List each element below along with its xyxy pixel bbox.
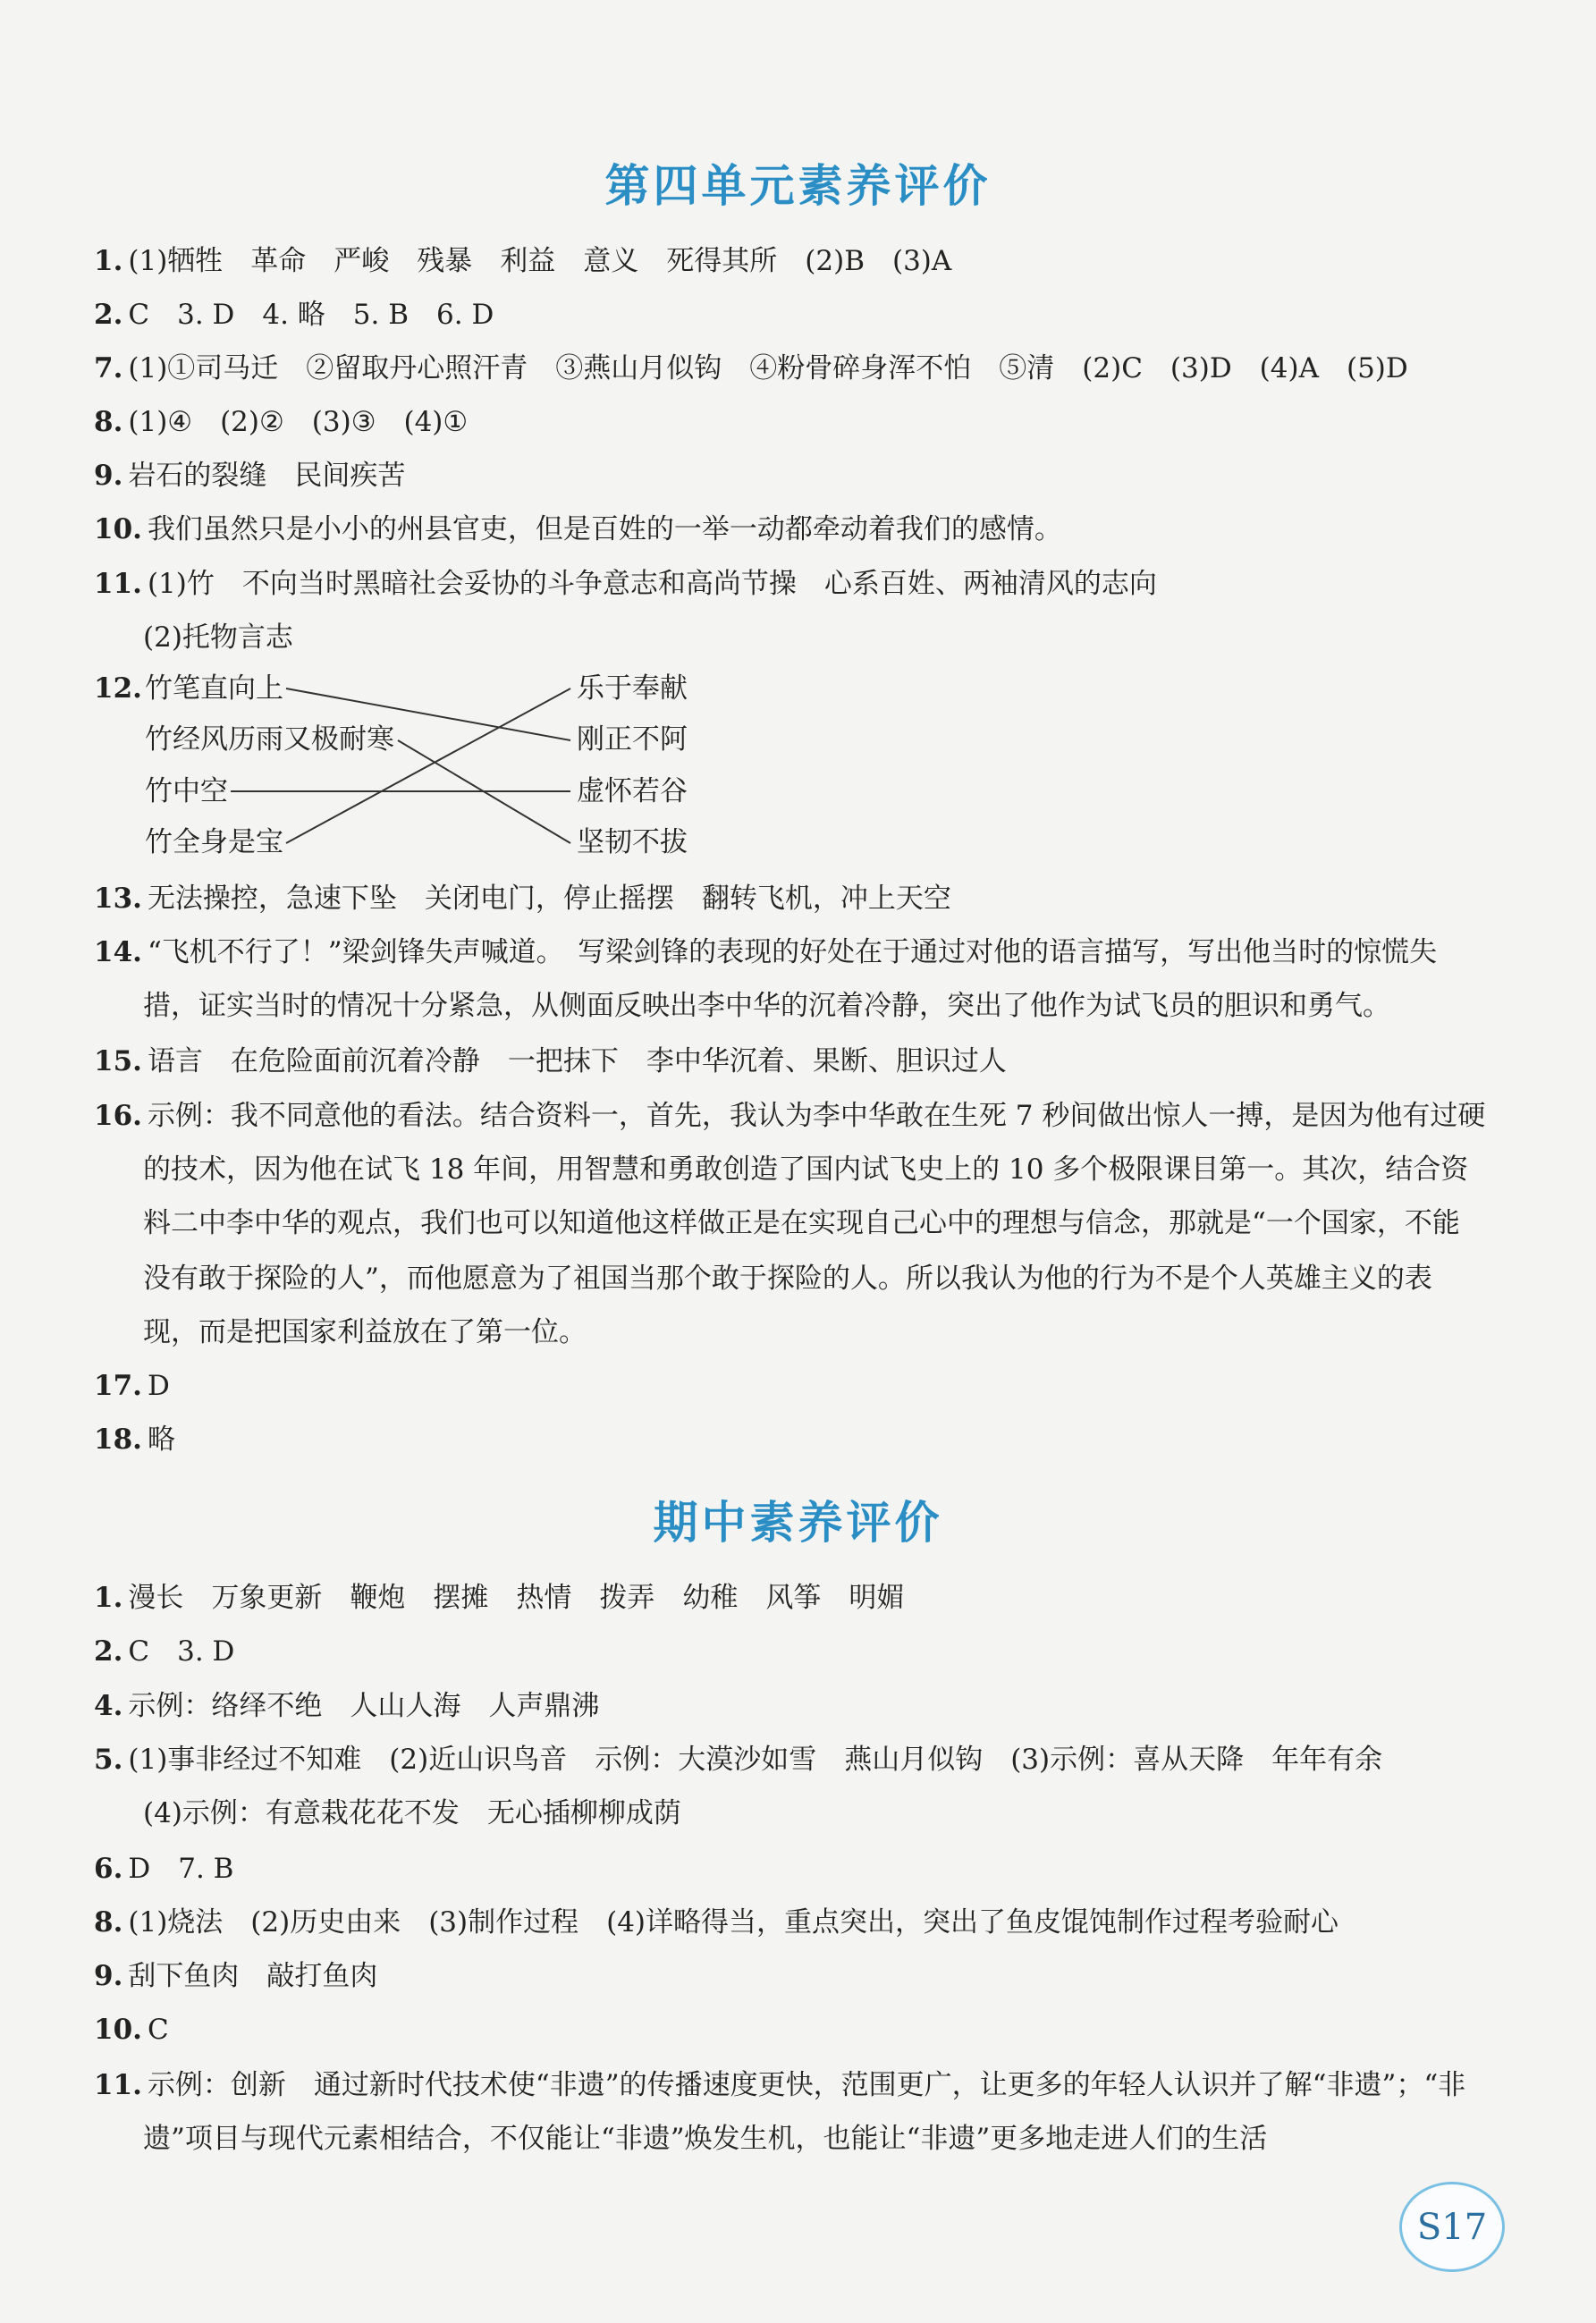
answer-text: 没有敢于探险的人”，而他愿意为了祖国当那个敢于探险的人。所以我认为他的行为不是个人英雄主义的表 bbox=[143, 1263, 1432, 1295]
answer-line bbox=[143, 1314, 1507, 1350]
answer-text: 现，而是把国家利益放在了第一位。 bbox=[143, 1316, 587, 1348]
answer-text: (2)托物言志 bbox=[143, 621, 293, 654]
question-number: 9. bbox=[94, 460, 123, 492]
answer-line bbox=[94, 934, 1507, 970]
answer-line bbox=[94, 1742, 1507, 1778]
q12-right-1: 乐于奉献 bbox=[577, 672, 688, 705]
question-number: 4. bbox=[94, 1690, 123, 1722]
unit4-title: 第四单元素养评价 bbox=[604, 160, 992, 212]
answer-line bbox=[94, 1851, 1507, 1887]
answer-text: 示例：络绎不绝 人山人海 人声鼎沸 bbox=[128, 1690, 600, 1722]
answer-line bbox=[94, 1043, 1507, 1079]
answer-line bbox=[94, 1098, 1507, 1134]
question-number: 8. bbox=[94, 406, 123, 438]
answer-text: C 3. D bbox=[128, 1635, 235, 1668]
answer-text: 我们虽然只是小小的州县官吏，但是百姓的一举一动都牵动着我们的感情。 bbox=[147, 513, 1062, 545]
answer-line bbox=[94, 1422, 1507, 1457]
answer-text: 刮下鱼肉 敲打鱼肉 bbox=[128, 1960, 378, 1992]
answer-line bbox=[143, 1795, 1507, 1831]
answer-text: 无法操控，急速下坠 关闭电门，停止摇摆 翻转飞机，冲上天空 bbox=[147, 883, 951, 915]
answer-line bbox=[94, 1580, 1507, 1616]
question-number: 7. bbox=[94, 352, 123, 384]
answer-text: 料二中李中华的观点，我们也可以知道他这样做正是在实现自己心中的理想与信念，那就是“一个国家，不能 bbox=[143, 1207, 1460, 1239]
answer-line bbox=[143, 1152, 1507, 1187]
answer-text: (1)烧法 (2)历史由来 (3)制作过程 (4)详略得当，重点突出，突出了鱼皮馄饨制作过程考验耐心 bbox=[128, 1906, 1339, 1939]
q12-line-1 bbox=[286, 688, 570, 740]
answer-text: (1)竹 不向当时黑暗社会妥协的斗争意志和高尚节操 心系百姓、两袖清风的志向 bbox=[147, 568, 1157, 600]
question-number: 16. bbox=[94, 1100, 142, 1132]
page-number-badge: S17 bbox=[1399, 2182, 1505, 2272]
answer-line bbox=[94, 1634, 1507, 1669]
answer-line bbox=[143, 1261, 1507, 1297]
q12-left-4: 竹全身是宝 bbox=[145, 826, 283, 858]
answer-line bbox=[143, 1205, 1507, 1241]
answer-text: 措，证实当时的情况十分紧急，从侧面反映出李中华的沉着冷静，突出了他作为试飞员的胆识和勇气。 bbox=[143, 990, 1390, 1022]
answer-line bbox=[143, 2121, 1507, 2157]
answer-text: C bbox=[147, 2014, 169, 2046]
question-number: 18. bbox=[94, 1423, 142, 1456]
answer-text: 示例：创新 通过新时代技术使“非遗”的传播速度更快，范围更广，让更多的年轻人认识并了解“非遗”；“非 bbox=[147, 2069, 1466, 2101]
answer-line bbox=[94, 1688, 1507, 1724]
answer-text: 的技术，因为他在试飞 18 年间，用智慧和勇敢创造了国内试飞史上的 10 多个极限课目第一。其次，结合资 bbox=[143, 1153, 1469, 1186]
answer-text: D bbox=[147, 1370, 170, 1402]
question-number: 17. bbox=[94, 1370, 142, 1402]
answer-text: 漫长 万象更新 鞭炮 摆摊 热情 拨弄 幼稚 风筝 明媚 bbox=[128, 1582, 905, 1614]
answer-text: (4)示例：有意栽花花不发 无心插柳柳成荫 bbox=[143, 1797, 681, 1829]
answer-line bbox=[94, 1368, 1507, 1404]
midterm-title: 期中素养评价 bbox=[653, 1497, 943, 1549]
answer-text: D 7. B bbox=[128, 1853, 234, 1885]
answer-text: C 3. D 4. 略 5. B 6. D bbox=[128, 299, 494, 331]
answer-text: (1)④ (2)② (3)③ (4)① bbox=[128, 406, 469, 438]
question-number: 10. bbox=[94, 2014, 142, 2046]
answer-line bbox=[94, 2012, 1507, 2048]
question-number: 1. bbox=[94, 1582, 123, 1614]
question-number: 6. bbox=[94, 1853, 123, 1885]
question-number: 2. bbox=[94, 1635, 123, 1668]
question-number: 2. bbox=[94, 299, 123, 331]
question-number: 11. bbox=[94, 2069, 142, 2101]
question-number: 9. bbox=[94, 1960, 123, 1992]
answer-text: 略 bbox=[147, 1423, 175, 1456]
q12-left-3: 竹中空 bbox=[145, 775, 228, 807]
answer-line bbox=[143, 988, 1507, 1024]
q12-line-4 bbox=[286, 688, 570, 843]
answer-text: (1)牺牲 革命 严峻 残暴 利益 意义 死得其所 (2)B (3)A bbox=[128, 245, 952, 277]
question-number: 14. bbox=[94, 936, 142, 968]
answer-text: (1)事非经过不知难 (2)近山识鸟音 示例：大漠沙如雪 燕山月似钩 (3)示例：喜从天降 年年有余 bbox=[128, 1744, 1383, 1776]
answer-line bbox=[94, 1958, 1507, 1994]
question-number: 15. bbox=[94, 1045, 142, 1077]
q12-right-4: 坚韧不拔 bbox=[577, 826, 688, 858]
answer-line bbox=[94, 2067, 1507, 2103]
question-number: 10. bbox=[94, 513, 142, 545]
question-number: 5. bbox=[94, 1744, 123, 1776]
answer-line bbox=[94, 1905, 1507, 1940]
q12-left-1: 竹笔直向上 bbox=[145, 672, 283, 705]
question-number: 11. bbox=[94, 568, 142, 600]
answer-text: 岩石的裂缝 民间疾苦 bbox=[128, 460, 406, 492]
question-number: 13. bbox=[94, 883, 142, 915]
q12-left-2: 竹经风历雨又极耐寒 bbox=[145, 723, 394, 756]
answer-text: 遗”项目与现代元素相结合，不仅能让“非遗”焕发生机，也能让“非遗”更多地走进人们的生活 bbox=[143, 2123, 1268, 2155]
question-number: 1. bbox=[94, 245, 123, 277]
q12-number: 12. bbox=[94, 672, 142, 705]
answer-text: 示例：我不同意他的看法。结合资料一，首先，我认为李中华敢在生死 7 秒间做出惊人一搏，是因为他有过硬 bbox=[147, 1100, 1486, 1132]
answer-text: 语言 在危险面前沉着冷静 一把抹下 李中华沉着、果断、胆识过人 bbox=[147, 1045, 1007, 1077]
q12-right-2: 刚正不阿 bbox=[577, 723, 688, 756]
question-number: 8. bbox=[94, 1906, 123, 1939]
q12-right-3: 虚怀若谷 bbox=[577, 775, 688, 807]
answer-text: (1)①司马迁 ②留取丹心照汗青 ③燕山月似钩 ④粉骨碎身浑不怕 ⑤清 (2)C (3)D (4)A (5)D bbox=[128, 352, 1408, 384]
answer-text: “飞机不行了！”梁剑锋失声喊道。 写梁剑锋的表现的好处在于通过对他的语言描写，写出他当时的惊慌失 bbox=[147, 936, 1438, 968]
answer-line bbox=[94, 881, 1507, 917]
